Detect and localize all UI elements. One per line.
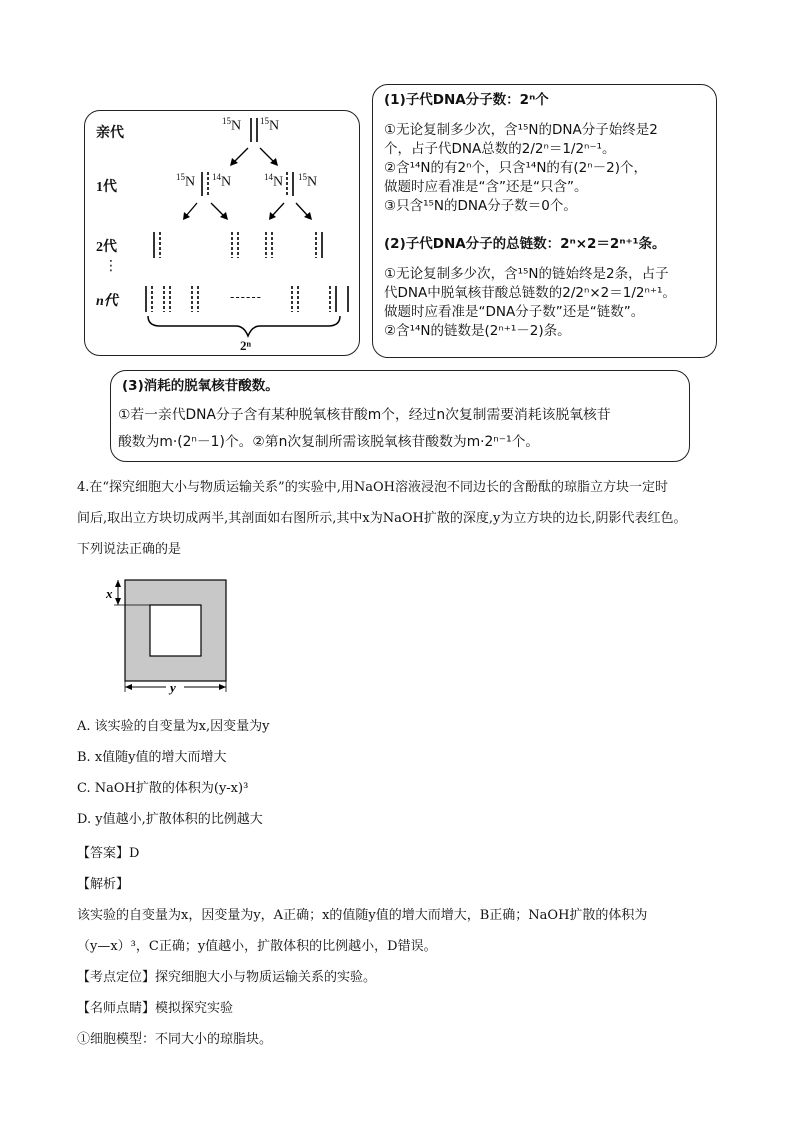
iso-label-g1-b: $^{14}$N xyxy=(212,172,232,190)
replication-diagram xyxy=(84,110,360,356)
figure-label-y: y xyxy=(170,680,176,695)
info-line-5: ③只含¹⁵N的DNA分子数＝0个。 xyxy=(384,198,577,214)
answer-line: 【答案】D xyxy=(77,846,140,861)
info-line-8: 做题时应看准是“DNA分子数”还是“链数”。 xyxy=(384,304,645,320)
figure-label-x: x xyxy=(106,586,113,601)
info-line-2: 个，占子代DNA总数的2/2ⁿ＝1/2ⁿ⁻¹。 xyxy=(384,141,616,157)
iso-label-parent-left: $^{15}$N xyxy=(222,116,242,134)
analysis-line-2: （y—x）³，C正确；y值越小，扩散体积的比例越小，D错误。 xyxy=(77,939,437,954)
iso-label-parent-right: $^{15}$N xyxy=(260,116,280,134)
info-line-7: 代DNA中脱氧核苷酸总链数的2/2ⁿ×2＝1/2ⁿ⁺¹。 xyxy=(384,285,676,301)
iso-label-g1-a: $^{15}$N xyxy=(176,172,196,190)
option-d: D. y值越小,扩散体积的比例越大 xyxy=(77,812,263,827)
info-line-3: ②含¹⁴N的有2ⁿ个，只含¹⁴N的有(2ⁿ－2)个， xyxy=(384,160,648,176)
brace-label: 2ⁿ xyxy=(240,338,252,353)
analysis-line-1: 该实验的自变量为x，因变量为y，A正确；x的值随y值的增大而增大，B正确；NaOH扩散的体积为 xyxy=(77,908,648,923)
position-line: 【考点定位】探究细胞大小与物质运输关系的实验。 xyxy=(77,970,377,985)
gen-label-parent: 亲代 xyxy=(96,126,124,141)
iso-label-g1-d: $^{15}$N xyxy=(298,172,318,190)
info-title-2: (2)子代DNA分子的总链数：2ⁿ×2＝2ⁿ⁺¹条。 xyxy=(384,236,666,252)
option-a: A. 该实验的自变量为x,因变量为y xyxy=(77,719,270,734)
info-title-1: (1)子代DNA分子数：2ⁿ个 xyxy=(384,92,549,108)
cube-section-figure xyxy=(104,576,234,698)
option-c: C. NaOH扩散的体积为(y-x)³ xyxy=(77,781,249,796)
iso-label-g1-c: $^{14}$N xyxy=(264,172,284,190)
tip-line: ①细胞模型：不同大小的琼脂块。 xyxy=(77,1032,273,1047)
box3-line-1: ①若一亲代DNA分子含有某种脱氧核苷酸m个，经过n次复制需要消耗该脱氧核苷 xyxy=(118,407,611,423)
gen-label-1: 1代 xyxy=(96,180,117,195)
question-stem-line-2: 间后,取出立方块切成两半,其剖面如右图所示,其中x为NaOH扩散的深度,y为立方块的边长,阴影代表红色。 xyxy=(77,511,687,526)
gen-n-ellipsis: ------ xyxy=(230,290,262,304)
tip-title: 【名师点睛】模拟探究实验 xyxy=(77,1001,234,1016)
box3-line-2: 酸数为m·(2ⁿ－1)个。②第n次复制所需该脱氧核苷酸数为m·2ⁿ⁻¹个。 xyxy=(118,434,540,450)
info-line-4: 做题时应看准是“含”还是“只含”。 xyxy=(384,179,588,195)
gen-label-n: n代 xyxy=(96,294,118,309)
gen-label-2: 2代 xyxy=(96,240,117,255)
gen-vdots: ⋮ xyxy=(104,258,118,274)
info-line-9: ②含¹⁴N的链数是(2ⁿ⁺¹－2)条。 xyxy=(384,323,571,339)
question-stem-line-3: 下列说法正确的是 xyxy=(77,542,182,557)
analysis-title: 【解析】 xyxy=(77,877,130,892)
info-line-6: ①无论复制多少次，含¹⁵N的链始终是2条，占子 xyxy=(384,266,669,282)
question-stem-line-1: 4.在“探究细胞大小与物质运输关系”的实验中,用NaOH溶液浸泡不同边长的含酚酞的琼脂立方块一定时 xyxy=(77,480,668,495)
info-line-1: ①无论复制多少次，含¹⁵N的DNA分子始终是2 xyxy=(384,122,658,138)
option-b: B. x值随y值的增大而增大 xyxy=(77,750,227,765)
box3-title: (3)消耗的脱氧核苷酸数。 xyxy=(122,378,279,394)
